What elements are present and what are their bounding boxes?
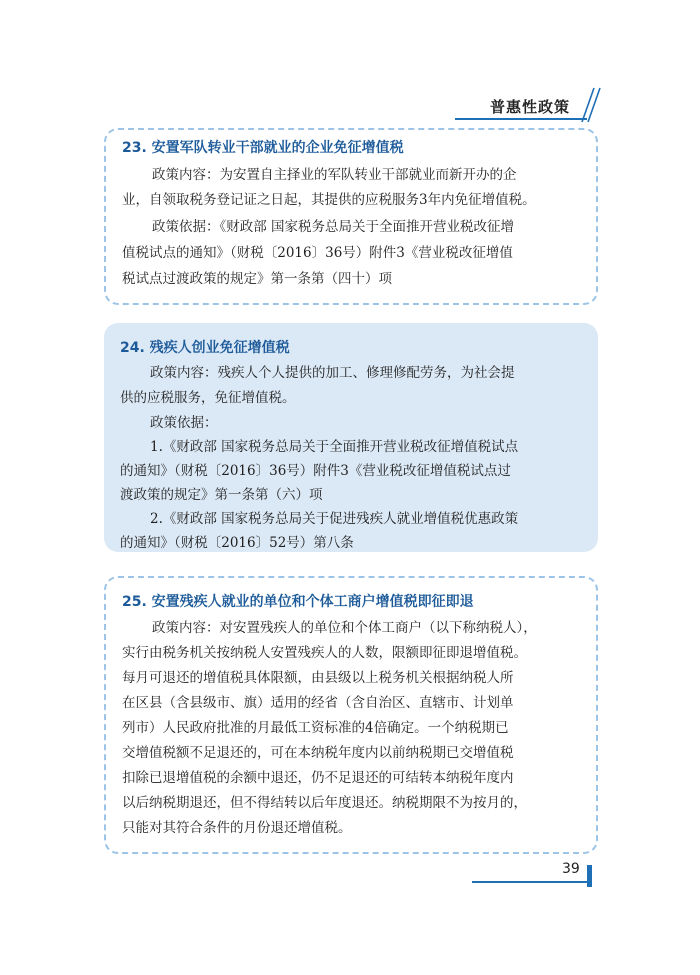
paragraph-line: 的通知》（财税〔2016〕52号）第八条: [120, 535, 354, 551]
paragraph-line: 政策依据：《财政部 国家税务总局关于全面推开营业税改征增: [152, 219, 515, 235]
paragraph-line: 供的应税服务，免征增值税。: [120, 390, 296, 406]
paragraph-line: 政策依据：: [150, 415, 218, 431]
policy-box-24: [104, 323, 598, 552]
paragraph-line: 每月可退还的增值税具体限额，由县级以上税务机关根据纳税人所: [122, 670, 514, 686]
footer-bar: [587, 865, 592, 887]
paragraph-line: 政策内容：对安置残疾人的单位和个体工商户（以下称纳税人），: [152, 620, 537, 636]
paragraph-line: 值税试点的通知》（财税〔2016〕36号）附件3《营业税改征增值: [122, 245, 513, 261]
paragraph-line: 在区县（含县级市、旗）适用的经省（含自治区、直辖市、计划单: [122, 695, 514, 711]
section-title: 23. 安置军队转业干部就业的企业免征增值税: [122, 140, 404, 156]
section-title: 24. 残疾人创业免征增值税: [120, 340, 290, 356]
paragraph-line: 扣除已退增值税的余额中退还，仍不足退还的可结转本纳税年度内: [122, 770, 514, 786]
policy-box-23: [104, 128, 598, 305]
paragraph-line: 只能对其符合条件的月份退还增值税。: [122, 820, 352, 836]
paragraph-line: 业，自领取税务登记证之日起，其提供的应税服务3年内免征增值税。: [122, 192, 536, 208]
paragraph-line: 税试点过渡政策的规定》第一条第（四十）项: [122, 271, 392, 287]
header-rule: [455, 118, 587, 120]
page-number: 39: [562, 861, 580, 877]
paragraph-line: 政策内容：残疾人个人提供的加工、修理修配劳务，为社会提: [150, 365, 515, 381]
paragraph-line: 以后纳税期退还，但不得结转以后年度退还。纳税期限不为按月的，: [122, 795, 527, 811]
header-title: 普惠性政策: [490, 98, 571, 116]
paragraph-line: 列市）人民政府批准的月最低工资标准的4倍确定。一个纳税期已: [122, 720, 509, 736]
paragraph-line: 1.《财政部 国家税务总局关于全面推开营业税改征增值税试点: [150, 439, 519, 455]
footer-rule: [472, 881, 590, 883]
policy-box-25: [104, 576, 598, 854]
paragraph-line: 的通知》（财税〔2016〕36号）附件3《营业税改征增值税试点过: [120, 463, 511, 479]
paragraph-line: 交增值税额不足退还的，可在本纳税年度内以前纳税期已交增值税: [122, 745, 514, 761]
section-title: 25. 安置残疾人就业的单位和个体工商户增值税即征即退: [122, 594, 474, 610]
paragraph-line: 渡政策的规定》第一条第（六）项: [120, 487, 323, 503]
paragraph-line: 2.《财政部 国家税务总局关于促进残疾人就业增值税优惠政策: [150, 511, 519, 527]
paragraph-line: 实行由税务机关按纳税人安置残疾人的人数，限额即征即退增值税。: [122, 645, 527, 661]
paragraph-line: 政策内容：为安置自主择业的军队转业干部就业而新开办的企: [152, 167, 517, 183]
